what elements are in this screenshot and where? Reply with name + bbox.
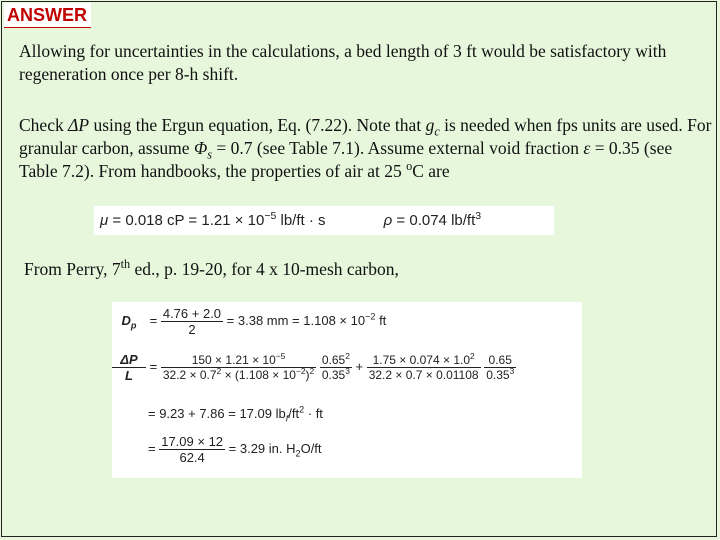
pressure-drop-sum: = 9.23 + 7.86 = 17.09 $lb_f/ft^2$ · ft [148,404,323,424]
paragraph-perry-reference: From Perry, 7th ed., p. 19-20, for 4 x 10-mesh carbon, [24,257,399,279]
paragraph-ergun-check: Check ΔP using the Ergun equation, Eq. (7.22). Note that $g_c$ is needed when fps units are used. For granular carbon, assume $\Phi_s = 0.7$ (see Table 7.1). Assume external void fraction ε = 0.35 (see Table 7.2). From handbooks, the properties of air at 25 $^o$C are [19,115,712,181]
air-properties-equation: μ = 0.018 cP = $1.21 \times 10^{-5}$ lb/ft · s ρ = 0.074 $lb/ft^3$ [94,206,554,235]
paragraph-conclusion: Allowing for uncertainties in the calculations, a bed length of 3 ft would be satisfactory with regeneration once per 8-h shift. [19,41,667,84]
ergun-calculation-image [112,302,582,478]
pressure-drop-inches: = $\frac{17.09 \times 12}{62.4}$ = 3.29 in. $H_2O/ft$ [148,434,322,465]
answer-label: ANSWER [4,3,91,28]
ergun-equation: $\frac{\Delta P}{L}$ = $\frac{150 \times 1.21 \times 10^{-5}}{32.2 \times 0.7^2 \times (1.108 \times 10^{-2})^2}$ $\frac{0.65^2}{0.35^3}$ + $\frac{1.75 \times 0.074 \times 1.0^2}{32.2 \times 0.7 \times 0.01108}$ $\frac{0.65}{0.35^3}$ [112,352,516,383]
dp-equation: $D_p$ = $\frac{4.76 + 2.0}{2}$ = 3.38 mm = $1.108 \times 10^{-2}$ ft [121,306,387,337]
